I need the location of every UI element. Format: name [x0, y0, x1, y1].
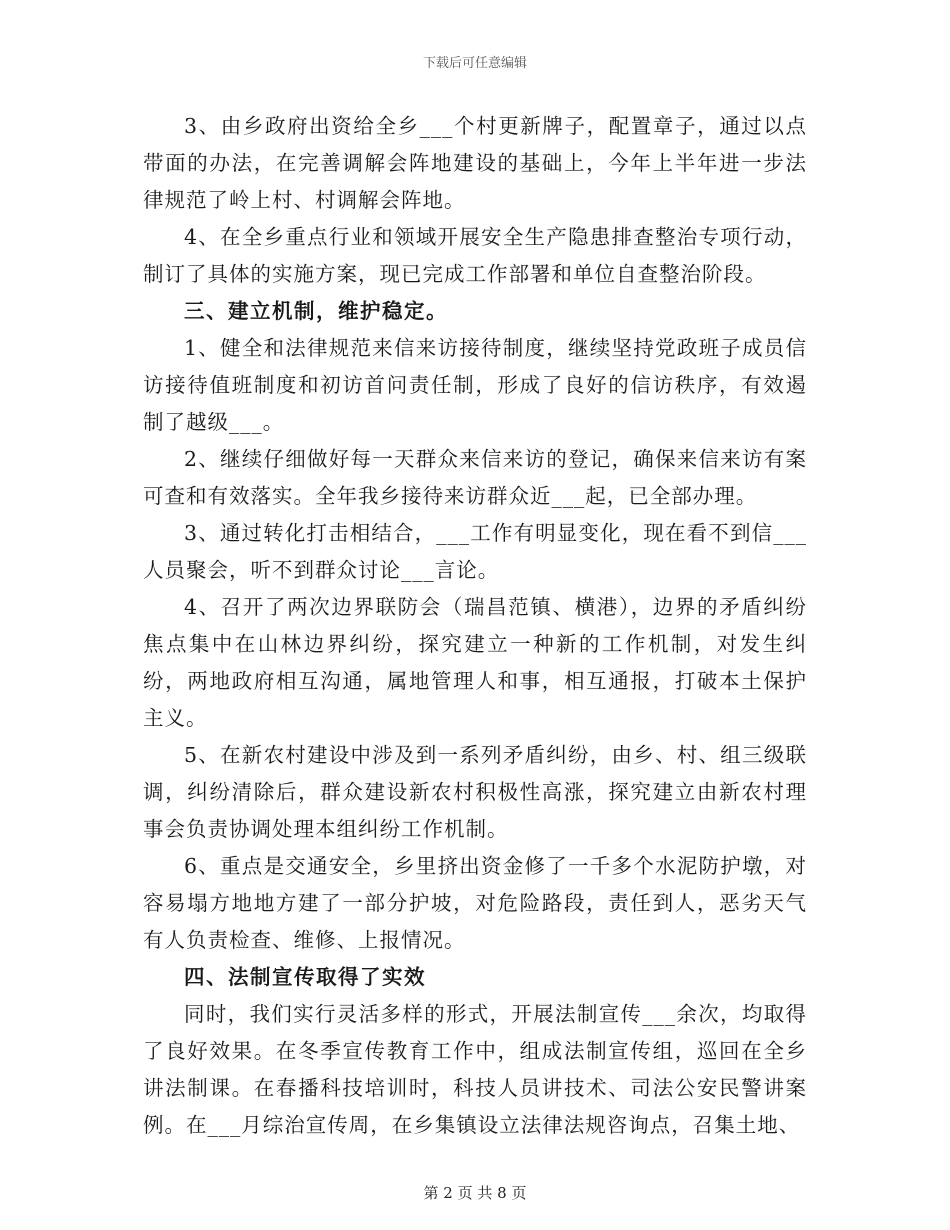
- paragraph-item-1: 1、健全和法律规范来信来访接待制度，继续坚持党政班子成员信访接待值班制度和初访首问责任制，形成了良好的信访秩序，有效遏制了越级___。: [143, 336, 807, 434]
- page-header: 下载后可任意编辑: [422, 56, 527, 71]
- paragraph-item-3b: 3、通过转化打击相结合，___工作有明显变化，现在看不到信___人员聚会，听不到群众讨论___言论。: [143, 521, 807, 582]
- paragraph-legal-publicity: 同时，我们实行灵活多样的形式，开展法制宣传___余次，均取得了良好效果。在冬季宣传教育工作中，组成法制宣传组，巡回在全乡讲法制课。在春播科技培训时，科技人员讲技术、司法公安民警讲案例。在___月综治宣传周，在乡集镇设立法律法规咨询点，召集土地、: [143, 1002, 807, 1137]
- paragraph-item-6: 6、重点是交通安全，乡里挤出资金修了一千多个水泥防护墩，对容易塌方地地方建了一部分护坡，对危险路段，责任到人，恶劣天气有人负责检查、维修、上报情况。: [143, 854, 807, 952]
- paragraph-item-5: 5、在新农村建设中涉及到一系列矛盾纠纷，由乡、村、组三级联调，纠纷清除后，群众建设新农村积极性高涨，探究建立由新农村理事会负责协调处理本组纠纷工作机制。: [143, 743, 807, 841]
- document-body: [143, 108, 807, 1144]
- section-heading-3: 三、建立机制，维护稳定。: [184, 299, 448, 323]
- paragraph-item-3: 3、由乡政府出资给全乡___个村更新牌子，配置章子，通过以点带面的办法，在完善调解会阵地建设的基础上，今年上半年进一步法律规范了岭上村、村调解会阵地。: [143, 114, 807, 212]
- paragraph-item-4b: 4、召开了两次边界联防会（瑞昌范镇、横港），边界的矛盾纠纷焦点集中在山林边界纠纷，探究建立一种新的工作机制，对发生纠纷，两地政府相互沟通，属地管理人和事，相互通报，打破本土保护主义。: [143, 595, 807, 730]
- section-heading-4: 四、法制宣传取得了实效: [184, 965, 426, 989]
- paragraph-item-2: 2、继续仔细做好每一天群众来信来访的登记，确保来信来访有案可查和有效落实。全年我乡接待来访群众近___起，已全部办理。: [143, 447, 807, 508]
- page-number-footer: 第 2 页 共 8 页: [423, 1184, 527, 1202]
- paragraph-item-4: 4、在全乡重点行业和领域开展安全生产隐患排查整治专项行动，制订了具体的实施方案，现已完成工作部署和单位自查整治阶段。: [143, 225, 807, 286]
